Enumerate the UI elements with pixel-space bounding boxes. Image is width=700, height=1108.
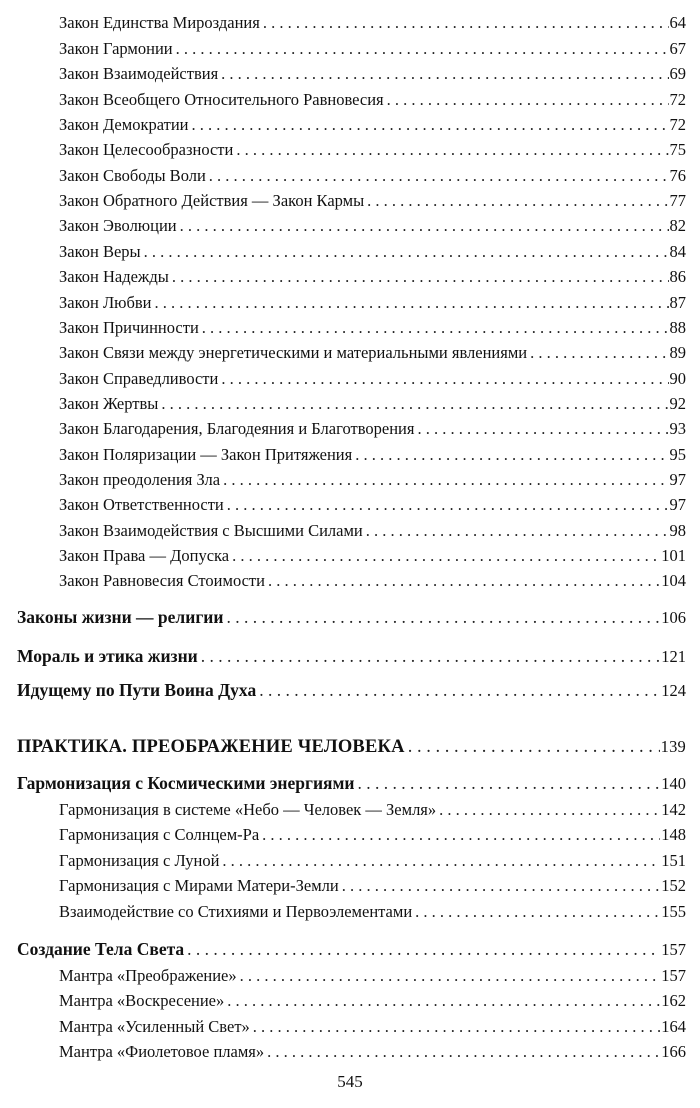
toc-entry-title: Мораль и этика жизни — [17, 646, 198, 666]
leader-dots — [530, 342, 668, 364]
toc-entry-page: 142 — [661, 800, 686, 819]
toc-entry-page: 88 — [669, 318, 686, 337]
toc-entry-page: 104 — [661, 571, 686, 590]
toc-entry-page: 157 — [661, 966, 686, 985]
toc-entry — [59, 418, 686, 440]
leader-dots — [227, 990, 660, 1012]
toc-entry-title: Мантра «Усиленный Свет» — [59, 1017, 250, 1036]
toc-entry — [59, 1041, 686, 1063]
toc-entry-title: Закон Всеобщего Относительного Равновесия — [59, 90, 384, 109]
toc-entry-page: 84 — [669, 242, 686, 261]
toc-entry — [59, 393, 686, 415]
toc-entry-title: Закон Веры — [59, 242, 141, 261]
toc-entry — [59, 190, 686, 212]
leader-dots — [144, 241, 669, 263]
leader-dots — [221, 63, 668, 85]
toc-entry — [59, 901, 686, 923]
toc-entry-title: Закон Ответственности — [59, 495, 224, 514]
toc-entry — [59, 494, 686, 516]
toc-entry-title: Закон Надежды — [59, 267, 169, 286]
leader-dots — [366, 520, 669, 542]
toc-entry-title: Мантра «Воскресение» — [59, 991, 225, 1010]
toc-entry-title: Закон Причинности — [59, 318, 199, 337]
leader-dots — [202, 317, 669, 339]
leader-dots — [408, 736, 660, 758]
toc-entry-title: Закон Благодарения, Благодеяния и Благотворения — [59, 419, 415, 438]
leader-dots — [262, 824, 660, 846]
toc-entry-title: Закон Поляризации — Закон Притяжения — [59, 445, 353, 464]
toc-entry-page: 98 — [669, 521, 686, 540]
toc-entry — [59, 12, 686, 34]
toc-entry-title: Закон Справедливости — [59, 369, 219, 388]
toc-entry-title: Закон Эволюции — [59, 216, 177, 235]
toc-entry-page: 166 — [661, 1042, 686, 1061]
toc-entry-title: Законы жизни — религии — [17, 607, 224, 627]
toc-entry — [59, 824, 686, 846]
toc-entry — [59, 241, 686, 263]
leader-dots — [176, 38, 669, 60]
leader-dots — [367, 190, 668, 212]
toc-entry-title: Закон Равновесия Стоимости — [59, 571, 265, 590]
toc-entry-page: 152 — [661, 876, 686, 895]
toc-entry-page: 121 — [661, 647, 686, 666]
toc-entry-page: 139 — [660, 737, 686, 756]
toc-entry — [59, 63, 686, 85]
toc-entry — [59, 799, 686, 821]
toc-entry-title: Закон Единства Мироздания — [59, 13, 260, 32]
toc-entry-title: Закон Целесообразности — [59, 140, 234, 159]
leader-dots — [187, 938, 660, 960]
toc-entry-page: 67 — [669, 39, 686, 58]
leader-dots — [223, 469, 668, 491]
page-number: 545 — [337, 1072, 363, 1091]
toc-entry — [59, 292, 686, 314]
toc-entry-title: Закон Связи между энергетическими и материальными явлениями — [59, 343, 528, 362]
toc-entry — [59, 965, 686, 987]
leader-dots — [191, 114, 668, 136]
toc-entry-page: 106 — [661, 608, 686, 627]
toc-entry-page: 72 — [669, 90, 686, 109]
leader-dots — [209, 165, 669, 187]
leader-dots — [155, 292, 669, 314]
toc-entry-title: Гармонизация с Солнцем-Ра — [59, 825, 260, 844]
toc-chapter — [17, 606, 686, 629]
toc-entry-page: 101 — [661, 546, 686, 565]
toc-chapter — [17, 645, 686, 668]
toc-entry-title: Идущему по Пути Воина Духа — [17, 680, 257, 700]
toc-entry — [59, 570, 686, 592]
toc-entry-page: 97 — [669, 495, 686, 514]
leader-dots — [358, 772, 661, 794]
leader-dots — [201, 645, 661, 667]
toc-entry-title: Закон Гармонии — [59, 39, 173, 58]
leader-dots — [221, 368, 668, 390]
toc-entry-title: ПРАКТИКА. ПРЕОБРАЖЕНИЕ ЧЕЛОВЕКА — [17, 737, 405, 757]
toc-entry-title: Гармонизация с Космическими энергиями — [17, 773, 355, 793]
toc-entry-page: 72 — [669, 115, 686, 134]
toc-chapter — [17, 679, 686, 702]
toc-entry-page: 148 — [661, 825, 686, 844]
leader-dots — [161, 393, 668, 415]
toc-chapter — [17, 938, 686, 961]
leader-dots — [240, 965, 661, 987]
leader-dots — [172, 266, 669, 288]
leader-dots — [387, 89, 669, 111]
toc-entry-page: 162 — [661, 991, 686, 1010]
toc-entry-page: 140 — [661, 774, 686, 793]
toc-entry-title: Закон Обратного Действия — Закон Кармы — [59, 191, 365, 210]
toc-entry-title: Гармонизация с Мирами Матери-Земли — [59, 876, 339, 895]
toc-entry-title: Закон преодоления Зла — [59, 470, 221, 489]
toc-entry — [59, 850, 686, 872]
toc-entry-title: Закон Жертвы — [59, 394, 159, 413]
toc-entry-title: Закон Взаимодействия — [59, 64, 219, 83]
toc-entry — [59, 139, 686, 161]
toc-entry — [59, 266, 686, 288]
toc-entry-page: 64 — [669, 13, 686, 32]
toc-entry-page: 82 — [669, 216, 686, 235]
leader-dots — [417, 418, 668, 440]
leader-dots — [342, 875, 661, 897]
leader-dots — [439, 799, 660, 821]
toc-entry-title: Гармонизация с Луной — [59, 851, 220, 870]
leader-dots — [232, 545, 660, 567]
leader-dots — [267, 1041, 660, 1063]
toc-section — [17, 736, 686, 758]
toc-entry-page: 75 — [669, 140, 686, 159]
toc-entry-page: 164 — [661, 1017, 686, 1036]
toc-entry — [59, 1016, 686, 1038]
toc-entry-page: 69 — [669, 64, 686, 83]
toc-entry-page: 124 — [661, 681, 686, 700]
toc-entry-page: 89 — [669, 343, 686, 362]
toc-entry-page: 93 — [669, 419, 686, 438]
toc-entry-title: Гармонизация в системе «Небо — Человек — Земля» — [59, 800, 437, 819]
toc-entry — [59, 215, 686, 237]
toc-entry — [59, 317, 686, 339]
toc-entry-title: Закон Взаимодействия с Высшими Силами — [59, 521, 363, 540]
leader-dots — [268, 570, 660, 592]
toc-entry-page: 87 — [669, 293, 686, 312]
toc-entry-page: 92 — [669, 394, 686, 413]
leader-dots — [259, 679, 660, 701]
toc-entry-page: 76 — [669, 166, 686, 185]
leader-dots — [355, 444, 668, 466]
toc-entry-title: Закон Права — Допуска — [59, 546, 230, 565]
toc-entry-title: Взаимодействие со Стихиями и Первоэлементами — [59, 902, 413, 921]
leader-dots — [415, 901, 660, 923]
toc-entry — [59, 520, 686, 542]
toc-entry-title: Создание Тела Света — [17, 939, 185, 959]
toc-entry-page: 97 — [669, 470, 686, 489]
leader-dots — [226, 606, 660, 628]
toc-entry-page: 157 — [661, 940, 686, 959]
toc-entry — [59, 990, 686, 1012]
toc-entry-title: Мантра «Фиолетовое пламя» — [59, 1042, 265, 1061]
toc-entry-title: Закон Любви — [59, 293, 152, 312]
toc-entry — [59, 38, 686, 60]
toc-entry-page: 95 — [669, 445, 686, 464]
toc-entry-page: 90 — [669, 369, 686, 388]
toc-entry-title: Закон Демократии — [59, 115, 189, 134]
leader-dots — [253, 1016, 660, 1038]
toc-entry-page: 155 — [661, 902, 686, 921]
toc-entry — [59, 875, 686, 897]
toc-entry — [59, 114, 686, 136]
leader-dots — [263, 12, 669, 34]
toc-entry — [59, 469, 686, 491]
leader-dots — [180, 215, 669, 237]
toc-entry — [59, 342, 686, 364]
toc-entry-page: 151 — [661, 851, 686, 870]
toc-chapter — [17, 772, 686, 795]
toc-entry — [59, 368, 686, 390]
toc-entry-title: Закон Свободы Воли — [59, 166, 206, 185]
toc-entry — [59, 444, 686, 466]
toc-entry — [59, 89, 686, 111]
leader-dots — [227, 494, 669, 516]
toc-entry — [59, 165, 686, 187]
toc-entry-page: 86 — [669, 267, 686, 286]
toc-entry-page: 77 — [669, 191, 686, 210]
toc-entry-title: Мантра «Преображение» — [59, 966, 237, 985]
leader-dots — [236, 139, 668, 161]
toc-entry — [59, 545, 686, 567]
leader-dots — [222, 850, 660, 872]
